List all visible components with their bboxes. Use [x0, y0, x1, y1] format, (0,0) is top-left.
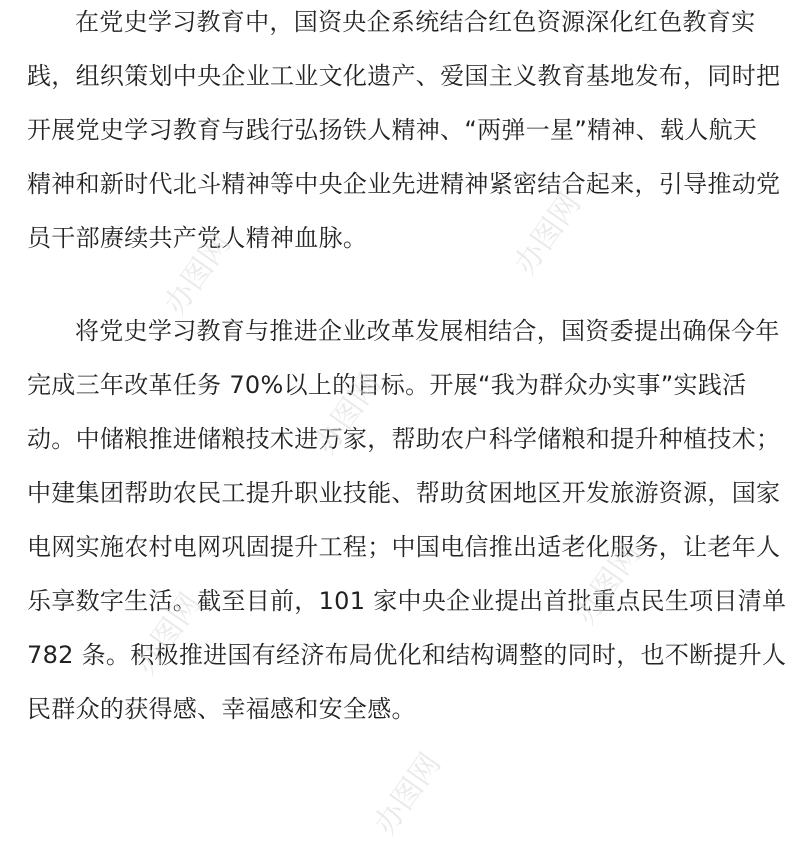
paragraph-line: 中建集团帮助农民工提升职业技能、帮助贫困地区开发旅游资源，国家: [27, 479, 781, 507]
paragraph-line: 员干部赓续共产党人精神血脉。: [27, 224, 368, 252]
paragraph-line: 在党史学习教育中，国资央企系统结合红色资源深化红色教育实: [75, 8, 756, 36]
paragraph-line: 782 条。积极推进国有经济布局优化和结构调整的同时，也不断提升人: [27, 641, 787, 669]
watermark: 办图网: [507, 187, 589, 281]
watermark: 办图网: [567, 537, 649, 631]
paragraph-line: 将党史学习教育与推进企业改革发展相结合，国资委提出确保今年: [75, 317, 780, 345]
watermark: 办图网: [157, 227, 239, 321]
paragraph-line: 完成三年改革任务 70%以上的目标。开展“我为群众办实事”实践活: [27, 371, 747, 399]
paragraph-line: 动。中储粮推进储粮技术进万家，帮助农户科学储粮和提升种植技术；: [27, 425, 781, 453]
paragraph-line: 民群众的获得感、幸福感和安全感。: [27, 695, 416, 723]
paragraph-line: 精神和新时代北斗精神等中央企业先进精神紧密结合起来，引导推动党: [27, 170, 781, 198]
watermark: 办图网: [367, 747, 449, 841]
watermark: 办图网: [127, 587, 209, 681]
paragraph-line: 践，组织策划中央企业工业文化遗产、爱国主义教育基地发布，同时把: [27, 62, 781, 90]
watermark: 办图网: [307, 367, 389, 461]
paragraph-2: [27, 309, 787, 741]
paragraph-1: [27, 0, 781, 270]
paragraph-line: 电网实施农村电网巩固提升工程；中国电信推出适老化服务，让老年人: [27, 533, 781, 561]
paragraph-line: 乐享数字生活。截至目前，101 家中央企业提出首批重点民生项目清单: [27, 587, 787, 615]
paragraph-line: 开展党史学习教育与践行弘扬铁人精神、“两弹一星”精神、载人航天: [27, 116, 758, 144]
